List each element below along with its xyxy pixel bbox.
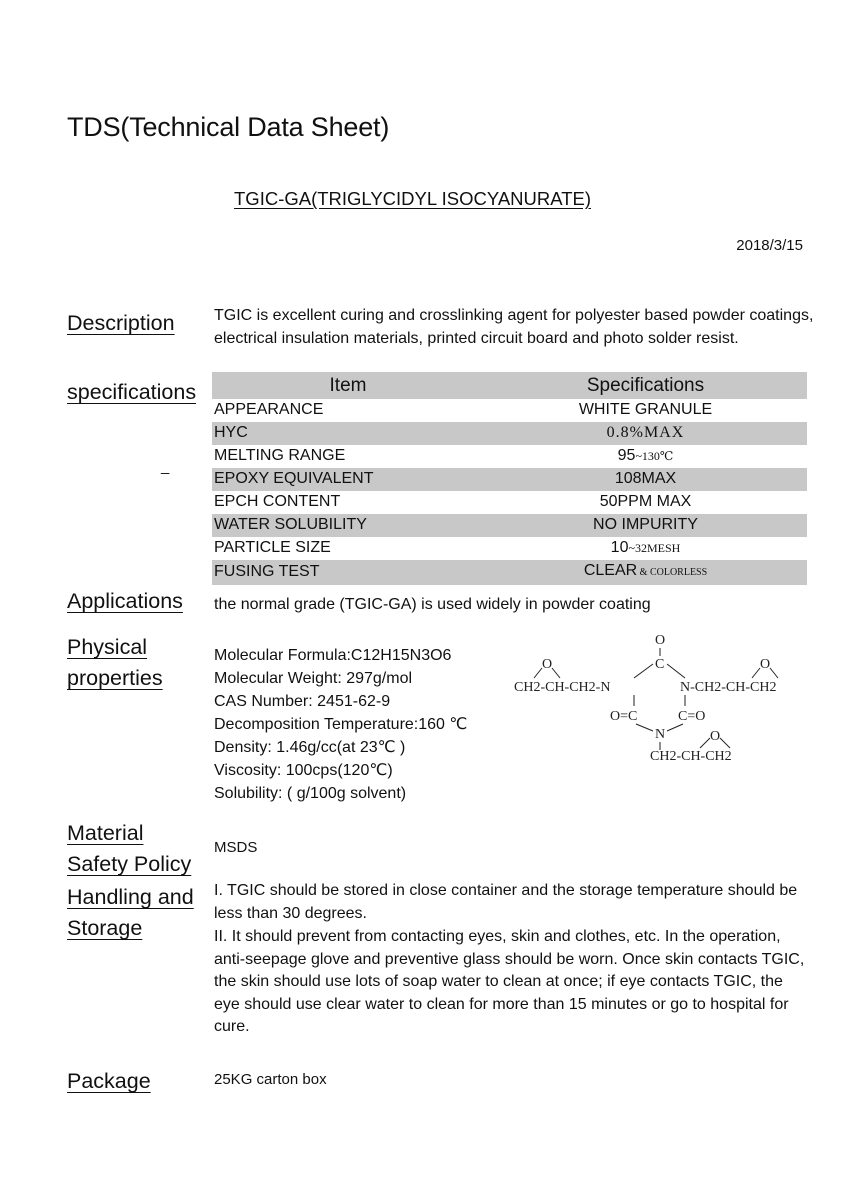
description-heading: Description bbox=[67, 311, 175, 335]
spec-item: APPEARANCE bbox=[214, 401, 324, 419]
specifications-marker: _ bbox=[161, 458, 170, 475]
table-row bbox=[212, 537, 807, 560]
molecular-weight: Molecular Weight: 297g/mol bbox=[214, 670, 413, 687]
table-row bbox=[212, 560, 807, 585]
structure-right-ring: C=O bbox=[678, 709, 706, 724]
spec-value: 10~32MESH bbox=[610, 539, 681, 557]
specifications-heading: specifications bbox=[67, 380, 197, 404]
document-title: TDS(Technical Data Sheet) bbox=[67, 112, 390, 142]
spec-item: FUSING TEST bbox=[212, 560, 484, 585]
spec-value: CLEAR & COLORLESS bbox=[484, 560, 807, 585]
column-header-specifications: Specifications bbox=[484, 372, 807, 399]
spec-item: EPCH CONTENT bbox=[214, 493, 341, 511]
structure-n-bottom: N bbox=[655, 727, 666, 742]
table-row bbox=[212, 491, 807, 514]
spec-value: 50PPM MAX bbox=[599, 493, 692, 511]
spec-item: MELTING RANGE bbox=[214, 447, 346, 465]
structure-left-chain: CH2-CH-CH2-N bbox=[514, 680, 611, 695]
applications-heading: Applications bbox=[67, 589, 183, 613]
molecular-formula: Molecular Formula:C12H15N3O6 bbox=[214, 647, 452, 664]
table-row bbox=[212, 445, 807, 468]
handling-text-1: I. TGIC should be stored in close container and the storage temperature should be less than 30 degrees. bbox=[214, 882, 798, 922]
structure-bottom-epoxide-o: O bbox=[710, 729, 721, 744]
document-date: 2018/3/15 bbox=[736, 237, 803, 254]
spec-value: NO IMPURITY bbox=[484, 514, 807, 537]
msds-text: MSDS bbox=[214, 839, 258, 856]
spec-item: PARTICLE SIZE bbox=[214, 539, 331, 557]
structure-left-epoxide-o: O bbox=[542, 657, 553, 672]
package-text: 25KG carton box bbox=[214, 1071, 327, 1088]
product-name: TGIC-GA(TRIGLYCIDYL ISOCYANURATE) bbox=[234, 188, 592, 209]
description-text: TGIC is excellent curing and crosslinking agent for polyester based powder coatings, electrical insulation materials, printed circuit board and photo solder resist. bbox=[214, 307, 814, 347]
structure-right-chain: N-CH2-CH-CH2 bbox=[680, 680, 777, 695]
specifications-table bbox=[212, 372, 807, 585]
spec-item: WATER SOLUBILITY bbox=[212, 514, 484, 537]
structure-right-epoxide-o: O bbox=[760, 657, 771, 672]
package-heading: Package bbox=[67, 1069, 151, 1093]
table-row bbox=[212, 514, 807, 537]
density: Density: 1.46g/cc(at 23℃ ) bbox=[214, 739, 406, 756]
spec-value: WHITE GRANULE bbox=[578, 401, 713, 419]
applications-text: the normal grade (TGIC-GA) is used widely in powder coating bbox=[214, 596, 651, 613]
column-header-item: Item bbox=[212, 372, 484, 399]
physical-heading-line1: Physical bbox=[67, 635, 148, 659]
structure-o-top: O bbox=[655, 633, 666, 648]
spec-item: EPOXY EQUIVALENT bbox=[212, 468, 484, 491]
handling-text-2: II. It should prevent from contacting eyes, skin and clothes, etc. In the operation, anti-seepage glove and preventive glass should be worn. Once skin contacts TGIC, the skin should use lots of soap water to clean at once; if eye contacts TGIC, the eye should use clear water to clean for more than 15 minutes or go to hospital for cure. bbox=[214, 928, 805, 1035]
handling-heading-line2: Storage bbox=[67, 916, 143, 940]
structure-c-top: C bbox=[655, 657, 665, 672]
msds-heading-line1: Material bbox=[67, 821, 144, 845]
table-row bbox=[212, 468, 807, 491]
viscosity: Viscosity: 100cps(120℃) bbox=[214, 762, 393, 779]
spec-value: 0.8%MAX bbox=[484, 422, 807, 445]
spec-value: 95~130℃ bbox=[617, 447, 674, 465]
cas-number: CAS Number: 2451-62-9 bbox=[214, 693, 391, 710]
table-header-row bbox=[212, 372, 807, 399]
table-row bbox=[212, 399, 807, 422]
msds-heading-line2: Safety Policy bbox=[67, 852, 192, 876]
spec-value: 108MAX bbox=[484, 468, 807, 491]
table-row bbox=[212, 422, 807, 445]
decomposition-temperature: Decomposition Temperature:160 ℃ bbox=[214, 716, 468, 733]
handling-heading-line1: Handling and bbox=[67, 885, 194, 909]
physical-heading-line2: properties bbox=[67, 666, 163, 690]
solubility: Solubility: ( g/100g solvent) bbox=[214, 785, 407, 802]
structure-left-ring: O=C bbox=[610, 709, 638, 724]
structure-bottom-chain: CH2-CH-CH2 bbox=[650, 749, 732, 764]
spec-item: HYC bbox=[212, 422, 484, 445]
chemical-structure-diagram bbox=[510, 628, 810, 773]
